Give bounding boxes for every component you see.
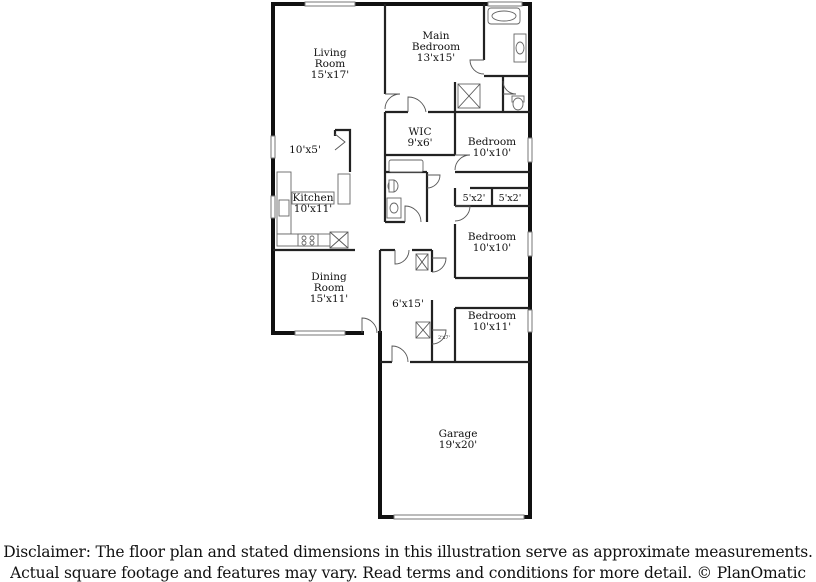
bedroom-3-dims: 10'x11'	[472, 321, 512, 333]
dining-room-line2: Room	[313, 282, 345, 294]
room-dining-room	[310, 271, 348, 305]
pantry-dims: 10'x5'	[289, 144, 321, 156]
room-closet-a	[463, 193, 486, 204]
room-bedroom-2	[468, 231, 516, 254]
room-wic	[407, 126, 432, 149]
room-main-bedroom	[412, 30, 460, 64]
main-bedroom-line2: Bedroom	[411, 41, 461, 53]
wic-name: WIC	[408, 126, 432, 138]
main-bedroom-dims: 13'x15'	[416, 52, 456, 64]
bedroom-3-name: Bedroom	[467, 310, 517, 322]
wic-dims: 9'x6'	[407, 137, 433, 149]
disclaimer-line-1: Disclaimer: The floor plan and stated dimensions in this illustration serve as approximate measurements.	[3, 543, 813, 561]
living-room-line2: Room	[314, 58, 346, 70]
dining-room-dims: 15'x11'	[309, 293, 349, 305]
garage-dims: 19'x20'	[438, 439, 478, 451]
main-bedroom-line1: Main	[422, 30, 450, 42]
disclaimer-line-2: Actual square footage and features may vary. Read terms and conditions for more detail. © PlanOmatic	[10, 564, 806, 582]
bedroom-2-name: Bedroom	[467, 231, 517, 243]
room-pantry	[289, 144, 321, 156]
closet-b-dims: 5'x2'	[498, 193, 522, 204]
laundry-dims: 6'x15'	[392, 298, 424, 310]
room-closet-b	[499, 193, 522, 204]
bedroom-1-name: Bedroom	[467, 136, 517, 148]
living-room-line1: Living	[313, 47, 347, 59]
room-laundry	[392, 298, 424, 310]
kitchen-dims: 10'x11'	[293, 203, 333, 215]
kitchen-name: Kitchen	[292, 192, 334, 204]
garage-name: Garage	[438, 428, 478, 440]
room-bedroom-1	[468, 136, 516, 159]
room-bedroom-3	[468, 310, 516, 333]
bedroom-1-dims: 10'x10'	[472, 147, 512, 159]
closet-a-dims: 5'x2'	[462, 193, 486, 204]
dining-room-line1: Dining	[311, 271, 347, 283]
room-small-closet	[438, 335, 450, 341]
room-kitchen	[292, 192, 333, 215]
small-closet-dims: 2'x7'	[438, 335, 450, 341]
living-room-dims: 15'x17'	[310, 69, 350, 81]
bedroom-2-dims: 10'x10'	[472, 242, 512, 254]
room-living-room	[311, 47, 349, 81]
room-garage	[439, 428, 478, 451]
